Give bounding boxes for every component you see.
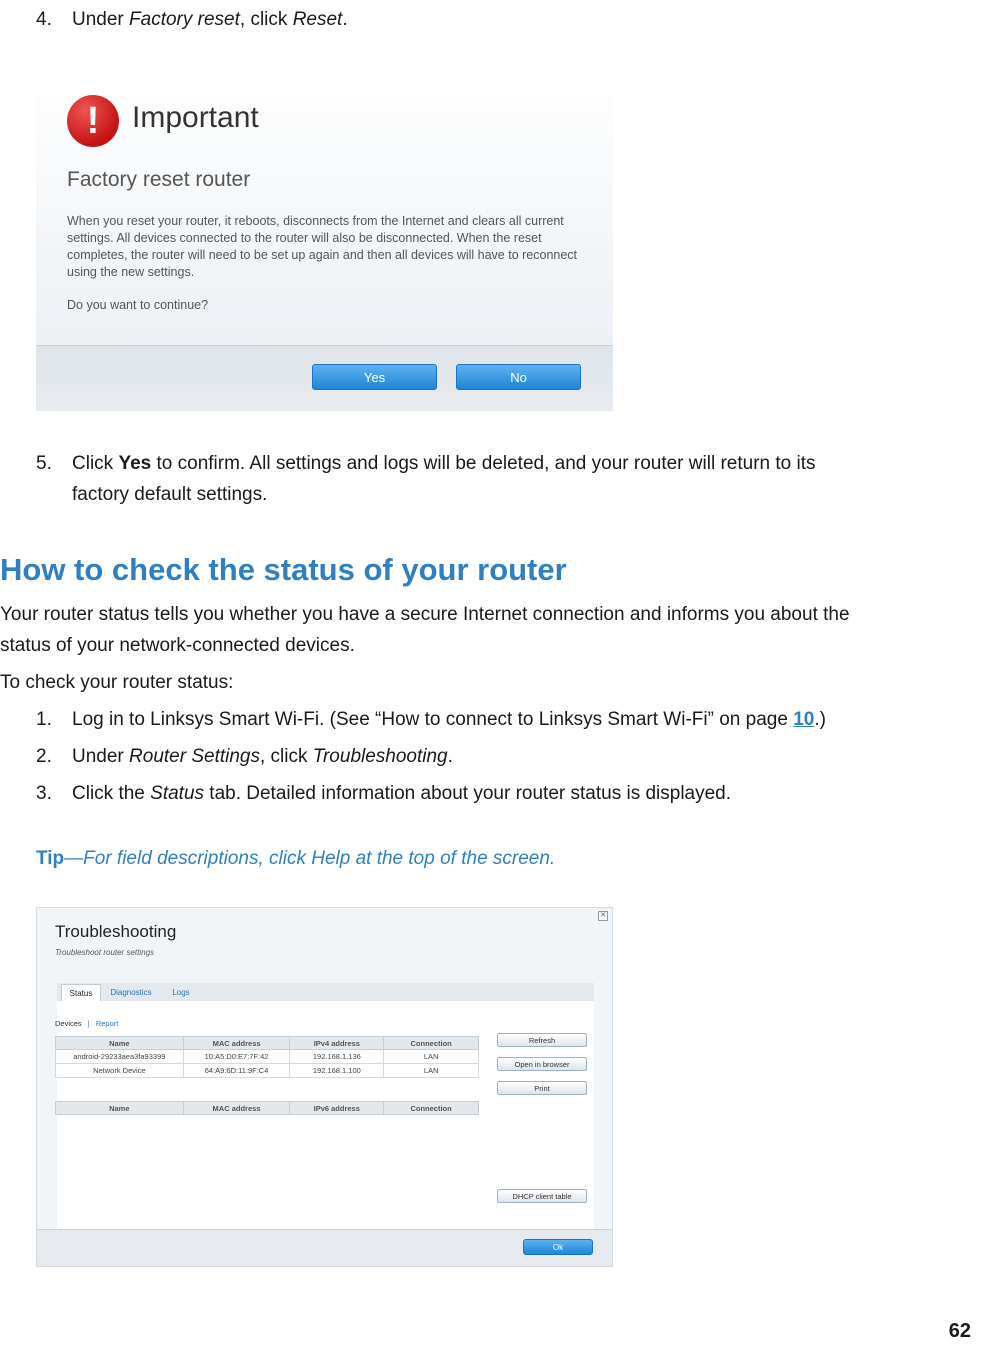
refresh-button[interactable]: Refresh xyxy=(497,1033,587,1047)
page-link[interactable]: 10 xyxy=(793,709,815,730)
step-number: 2. xyxy=(36,746,52,767)
yes-button[interactable]: Yes xyxy=(312,364,437,390)
device-connection: LAN xyxy=(384,1050,479,1064)
no-button[interactable]: No xyxy=(456,364,581,390)
section-heading: How to check the status of your router xyxy=(0,552,567,587)
device-ip: 192.168.1.136 xyxy=(290,1050,384,1064)
table-row[interactable] xyxy=(56,1064,479,1078)
device-connection: LAN xyxy=(384,1064,479,1078)
step-number: 3. xyxy=(36,783,52,804)
open-in-browser-button[interactable]: Open in browser xyxy=(497,1057,587,1071)
tab-bar xyxy=(57,983,594,1002)
tip-text: For field descriptions, click Help at the top of the screen. xyxy=(83,848,556,869)
column-header: Name xyxy=(56,1037,184,1050)
step-1 xyxy=(36,704,976,735)
troubleshooting-dialog-screenshot xyxy=(36,907,613,1267)
factory-reset-dialog-screenshot xyxy=(36,67,613,410)
device-mac: 10:A5:D0:E7:7F:42 xyxy=(183,1050,290,1064)
dialog-title: Troubleshooting xyxy=(55,922,177,941)
dialog-subtitle: Troubleshoot router settings xyxy=(55,948,155,957)
dialog-question: Do you want to continue? xyxy=(67,298,209,312)
step-text: Click Yes to confirm. All settings and logs will be deleted, and your router will return to its factory default settings. xyxy=(72,453,816,505)
close-icon[interactable]: ✕ xyxy=(598,911,608,921)
tip-label: Tip xyxy=(36,848,65,869)
step-number: 4. xyxy=(36,9,52,30)
column-header: Name xyxy=(56,1102,184,1115)
column-header: Connection xyxy=(384,1102,479,1115)
ok-button[interactable]: Ok xyxy=(523,1239,593,1255)
column-header: IPv6 address xyxy=(290,1102,384,1115)
step-text: Log in to Linksys Smart Wi-Fi. (See “How to connect to Linksys Smart Wi-Fi” on page 10.) xyxy=(72,709,826,730)
device-mac: 64:A9:6D:11:9F:C4 xyxy=(183,1064,290,1078)
step-text: Under Factory reset, click Reset. xyxy=(72,9,348,30)
report-link[interactable]: Report xyxy=(95,1019,119,1028)
table-header-row xyxy=(56,1102,479,1115)
step-text: Click the Status tab. Detailed information about your router status is displayed. xyxy=(72,783,732,804)
step-number: 1. xyxy=(36,709,52,730)
ipv4-device-table xyxy=(55,1036,479,1078)
dialog-subtitle: Factory reset router xyxy=(67,168,251,191)
device-name: Network Device xyxy=(56,1064,184,1078)
step-4 xyxy=(36,4,736,35)
devices-links xyxy=(55,1019,118,1028)
column-header: MAC address xyxy=(183,1102,290,1115)
exclamation-icon: ! xyxy=(67,95,119,147)
page-number: 62 xyxy=(948,1320,971,1342)
tip: Tip—For field descriptions, click Help at the top of the screen. xyxy=(36,848,556,869)
step-5 xyxy=(36,448,976,510)
ipv6-device-table xyxy=(55,1101,479,1115)
column-header: IPv4 address xyxy=(290,1037,384,1050)
section-paragraph: Your router status tells you whether you have a secure Internet connection and informs you about the status of your network-connected devices. xyxy=(0,604,850,656)
tab-diagnostics[interactable]: Diagnostics xyxy=(110,988,152,997)
step-number: 5. xyxy=(36,453,52,474)
table-header-row xyxy=(56,1037,479,1050)
section-intro: To check your router status: xyxy=(0,672,234,693)
tab-logs[interactable]: Logs xyxy=(172,988,190,997)
separator: | xyxy=(87,1019,90,1028)
dialog-body: When you reset your router, it reboots, disconnects from the Internet and clears all current settings. All devices connected to the router will also be disconnected. When the reset completes, the router will need to be set up again and then all devices will have to reconnect using the new settings. xyxy=(67,214,578,279)
table-row[interactable] xyxy=(56,1050,479,1064)
column-header: Connection xyxy=(384,1037,479,1050)
device-name: android-29233aea3fa93399 xyxy=(56,1050,184,1064)
devices-label: Devices xyxy=(55,1019,82,1028)
step-text: Under Router Settings, click Troubleshooting. xyxy=(72,746,453,767)
device-ip: 192.168.1.100 xyxy=(290,1064,384,1078)
step-3 xyxy=(36,778,976,809)
dialog-title: Important xyxy=(132,101,259,134)
step-2 xyxy=(36,741,976,772)
tab-status[interactable]: Status xyxy=(61,984,101,1002)
print-button[interactable]: Print xyxy=(497,1081,587,1095)
dhcp-client-table-button[interactable]: DHCP client table xyxy=(497,1189,587,1203)
column-header: MAC address xyxy=(183,1037,290,1050)
